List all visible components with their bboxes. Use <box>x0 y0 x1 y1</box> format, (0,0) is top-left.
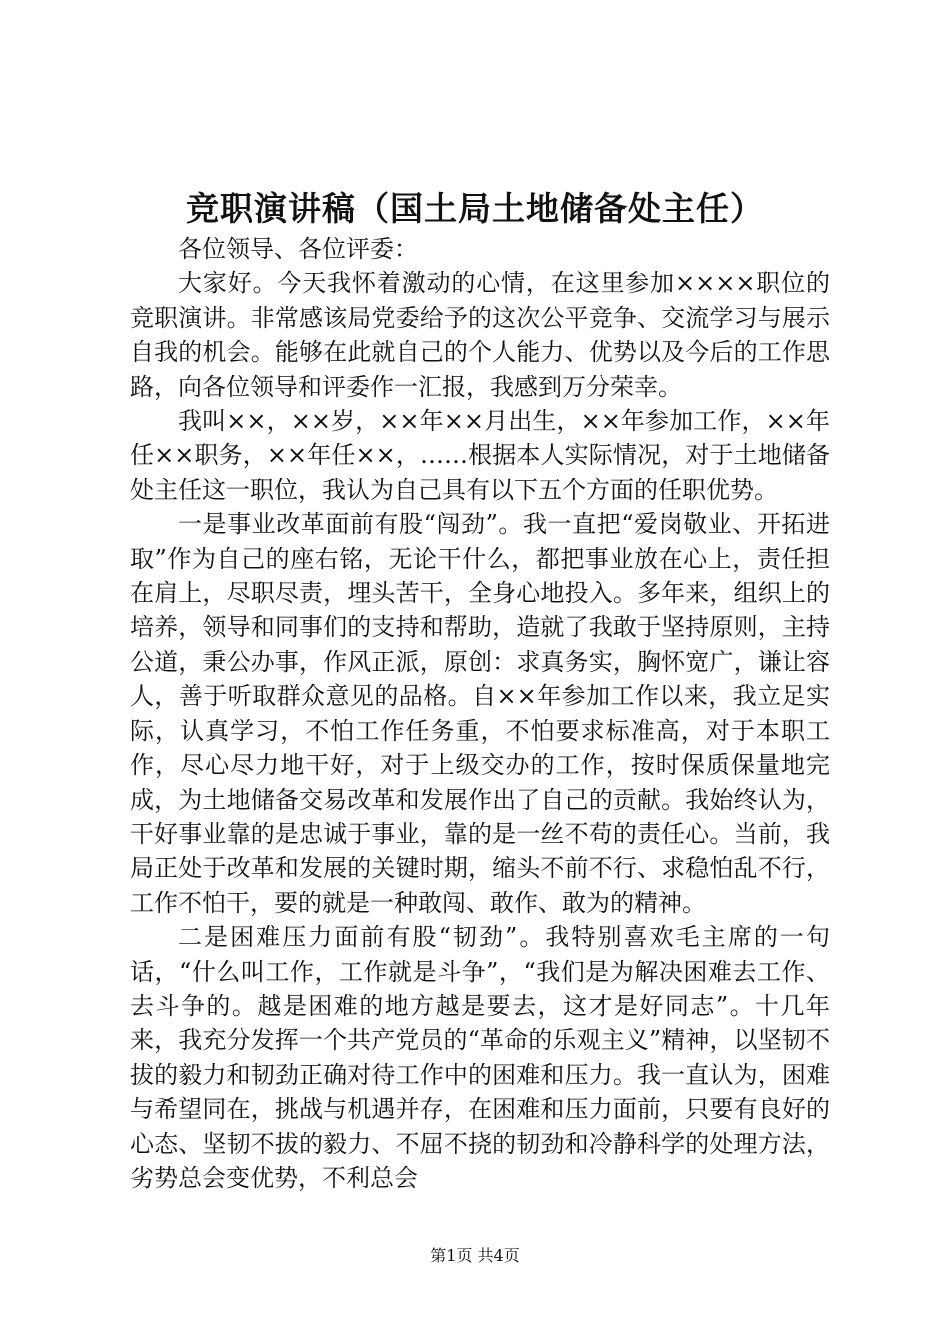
document-body <box>130 232 830 1195</box>
paragraph-introduction: 我叫××，××岁，××年××月出生，××年参加工作，××年任××职务，××年任××，……根据本人实际情况，对于土地储备处主任这一职位，我认为自己具有以下五个方面的任职优势。 <box>130 407 830 504</box>
paragraph-advantage-one: 一是事业改革面前有股“闯劲”。我一直把“爱岗敬业、开拓进取”作为自己的座右铭，无论干什么，都把事业放在心上，责任担在肩上，尽职尽责，埋头苦干，全身心地投入。多年来，组织上的培养，领导和同事们的支持和帮助，造就了我敢于坚持原则，主持公道，秉公办事，作风正派，原创：求真务实，胸怀宽广，谦让容人，善于听取群众意见的品格。自××年参加工作以来，我立足实际，认真学习，不怕工作任务重，不怕要求标准高，对于本职工作，尽心尽力地干好，对于上级交办的工作，按时保质保量地完成，为土地储备交易改革和发展作出了自己的贡献。我始终认为，干好事业靠的是忠诚于事业，靠的是一丝不苟的责任心。当前，我局正处于改革和发展的关键时期，缩头不前不行、求稳怕乱不行，工作不怕干，要的就是一种敢闯、敢作、敢为的精神。 <box>130 510 830 917</box>
document-title: 竞职演讲稿（国土局土地储备处主任） <box>186 189 764 228</box>
paragraph-greeting: 大家好。今天我怀着激动的心情，在这里参加××××职位的竞职演讲。非常感该局党委给予的这次公平竞争、交流学习与展示自我的机会。能够在此就自己的个人能力、优势以及今后的工作思路，向各位领导和评委作一汇报，我感到万分荣幸。 <box>130 269 830 401</box>
page-footer: 第1页 共4页 <box>430 1246 520 1265</box>
paragraph-advantage-two: 二是困难压力面前有股“韧劲”。我特别喜欢毛主席的一句话，“什么叫工作，工作就是斗争”，“我们是为解决困难去工作、去斗争的。越是困难的地方越是要去，这才是好同志”。十几年来，我充分发挥一个共产党员的“革命的乐观主义”精神，以坚韧不拔的毅力和韧劲正确对待工作中的困难和压力。我一直认为，困难与希望同在，挑战与机遇并存，在困难和压力面前，只要有良好的心态、坚韧不拔的毅力、不屈不挠的韧劲和冷静科学的处理方法，劣势总会变优势，不利总会 <box>130 923 830 1192</box>
salutation: 各位领导、各位评委： <box>178 235 418 263</box>
